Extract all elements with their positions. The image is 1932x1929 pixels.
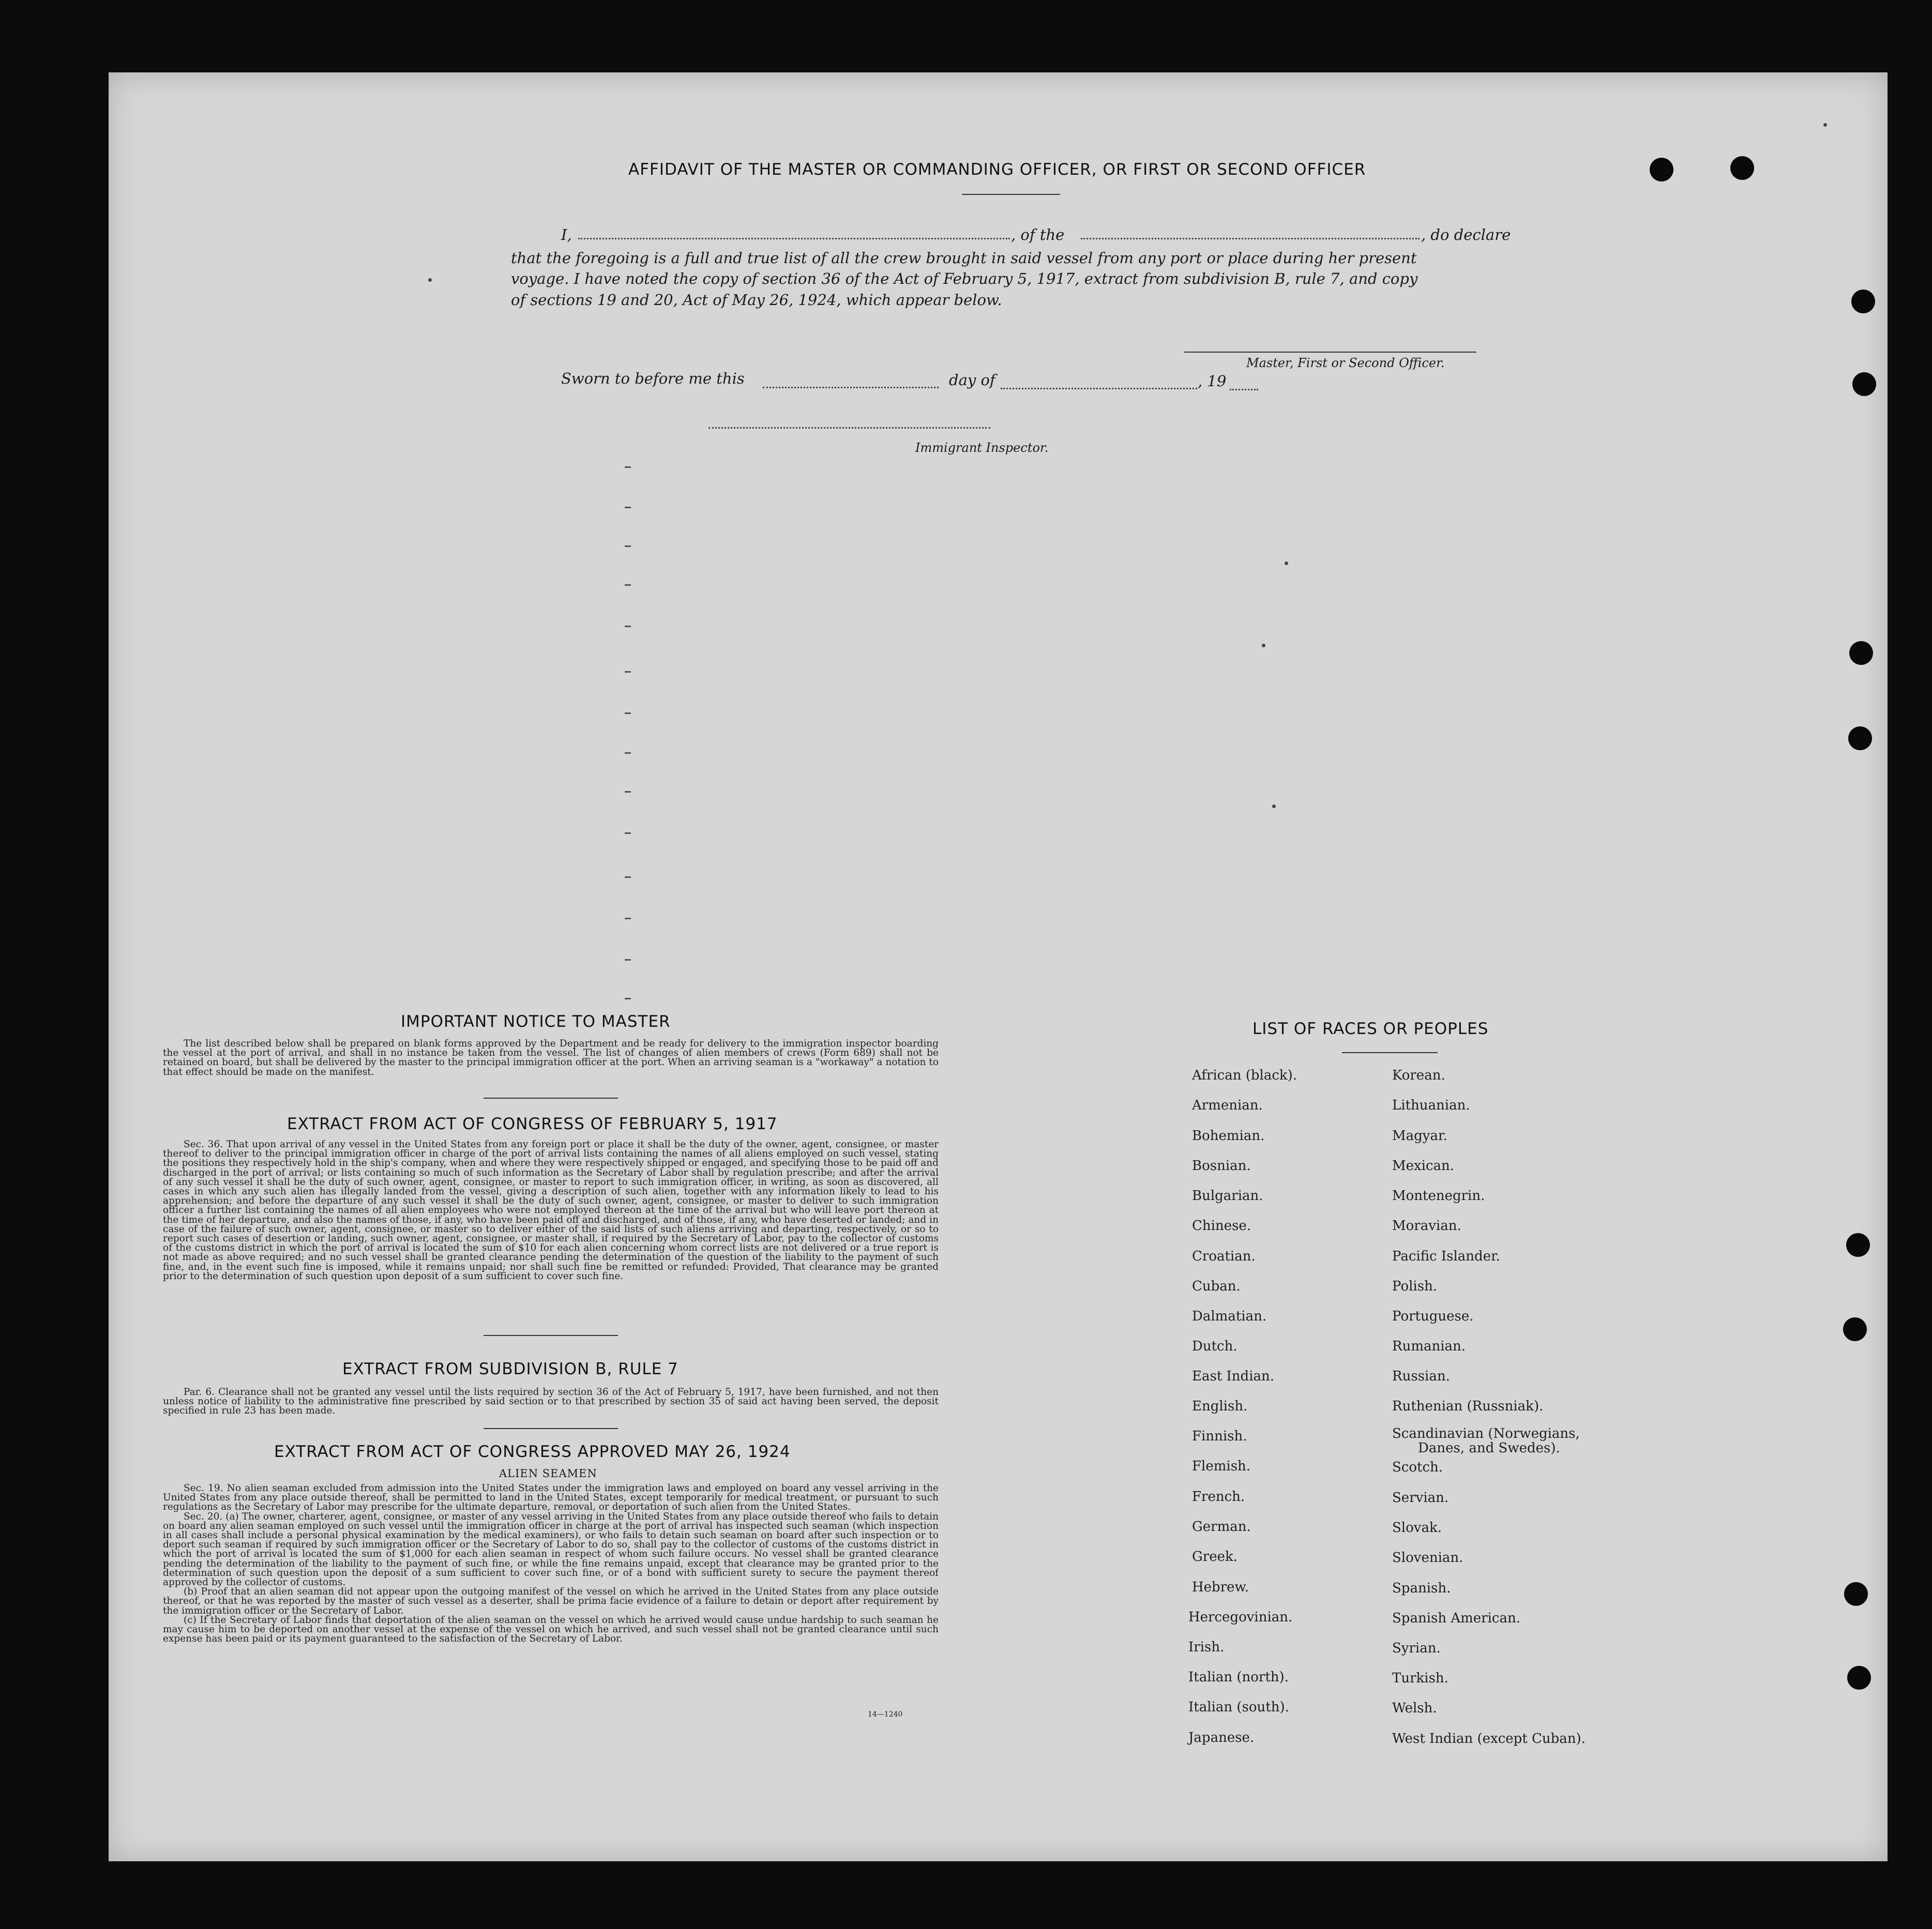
race-left-item: East Indian. [1192, 1369, 1275, 1384]
affidavit-i: I, [561, 226, 572, 244]
section-rule [484, 1428, 618, 1429]
sworn-year: , 19 [1198, 372, 1227, 390]
row-mark [625, 998, 631, 999]
race-left-item: English. [1192, 1399, 1248, 1414]
vessel-blank[interactable] [1081, 238, 1420, 239]
race-right-item: Mexican. [1392, 1158, 1455, 1174]
race-left-item: Dalmatian. [1192, 1309, 1267, 1324]
race-right-item: Syrian. [1392, 1641, 1441, 1656]
race-left-item: Japanese. [1188, 1730, 1255, 1745]
race-right-item: West Indian (except Cuban). [1392, 1731, 1586, 1746]
extract-rule7-body [163, 1388, 939, 1417]
race-right-item: Scandinavian (Norwegians, [1392, 1426, 1580, 1441]
race-left-item: Armenian. [1192, 1098, 1263, 1113]
punch-hole [1849, 641, 1873, 665]
inspector-signature-line[interactable] [708, 427, 990, 429]
row-mark [625, 466, 631, 468]
race-right-item: Servian. [1392, 1490, 1449, 1506]
punch-hole [1852, 372, 1876, 396]
notice-title: IMPORTANT NOTICE TO MASTER [401, 1012, 671, 1031]
notice-body [163, 1039, 939, 1085]
sworn-year-blank[interactable] [1230, 389, 1258, 390]
race-left-item: Bosnian. [1192, 1158, 1251, 1174]
race-right-item: Ruthenian (Russniak). [1392, 1399, 1544, 1414]
sworn-prefix: Sworn to before me this [561, 370, 745, 387]
punch-hole [1848, 726, 1872, 750]
race-right-item: Magyar. [1392, 1128, 1447, 1144]
extract-1917-title: EXTRACT FROM ACT OF CONGRESS OF FEBRUARY 5, 1917 [287, 1115, 778, 1133]
race-left-item: Dutch. [1192, 1339, 1237, 1354]
extract-1917-body [163, 1140, 939, 1321]
race-right-item: Scotch. [1392, 1460, 1443, 1475]
race-right-item: Montenegrin. [1392, 1188, 1485, 1204]
extract-rule7-title: EXTRACT FROM SUBDIVISION B, RULE 7 [342, 1360, 678, 1378]
affidavit-line2: that the foregoing is a full and true list of all the crew brought in said vessel from any port or place during her present [511, 249, 1417, 267]
races-title-rule [1342, 1052, 1438, 1053]
affidavit-line3: voyage. I have noted the copy of section 36 of the Act of February 5, 1917, extract from subdivision B, rule 7, and copy [511, 270, 1418, 287]
row-mark [625, 671, 631, 673]
sec20c-text: (c) If the Secretary of Labor finds that deportation of the alien seaman on the vessel on which he arrived would cause undue hardship to such seaman he may cause him to be deported on another vessel at the expense of the vessel on which he arrived, and such vessel shall not be granted clearance until such expense has been paid or its payment guaranteed to the satisfaction of the Secretary of Labor. [163, 1614, 939, 1645]
race-right-item: Pacific Islander. [1392, 1249, 1500, 1264]
race-right-item: Turkish. [1392, 1670, 1448, 1686]
sec36-text: Sec. 36. That upon arrival of any vessel in the United States from any foreign port or place it shall be the duty of the owner, agent, consignee, or master thereof to deliver to the principal immigration officer in charge of the port of arrival lists containing the names of all aliens employed on such vessel, stating the positions they respectively hold in the ship's company, when and where they were respectively shipped or engaged, and specifying those to be paid off and discharged in the port of arrival; or lists containing so much of such information as the Secretary of Labor shall by regulation prescribe; and after the arrival of any such vessel it shall be the duty of such owner, agent, consignee, or master to report to such immigration officer, in writing, as soon as discovered, all cases in which any such alien has illegally landed from the vessel, giving a description of such alien, together with any information likely to lead to his apprehension; and before the departure of any such vessel it shall be the duty of such owner, agent, consignee, or master to deliver to such immigration officer a further list containing the names of all alien employees who were not employed thereon at the time of the arrival but who will leave port thereon at the time of her departure, and also the names of those, if any, who have been paid off and discharged, and of those, if any, who have deserted or landed; and in case of the failure of such owner, agent, consignee, or master so to deliver either of the said lists of such aliens arriving and departing, respectively, or so to report such cases of desertion or landing, such owner, agent, consignee, or master shall, if required by the Secretary of Labor, pay to the collector of customs of the customs district in which the port of arrival is located the sum of $10 for each alien concerning whom correct lists are not delivered or a true report is not made as above required; and no such vessel shall be granted clearance pending the determination of the question of the liability to the payment of such fine, and, in the event such fine is imposed, while it remains unpaid; nor shall such fine be remitted or refunded: Provided, That clearance may be granted prior to the determination of such question upon deposit of a sum sufficient to cover such fine. [163, 1140, 939, 1282]
sec19-text: Sec. 19. No alien seaman excluded from admission into the United States under the immigration laws and employed on board any vessel arriving in the United States from any place outside thereof, shall be permitted to land in the United States, except temporarily for medical treatment, or pursuant to such regulations as the Secretary of Labor may prescribe for the ultimate departure, removal, or deportation of such alien from the United States. [163, 1484, 939, 1513]
punch-hole [1843, 1317, 1867, 1341]
punch-hole [1851, 290, 1875, 313]
inspector-caption: Immigrant Inspector. [915, 441, 1049, 455]
row-mark [625, 876, 631, 878]
section-rule [484, 1098, 618, 1099]
form-number: 14—1240 [868, 1710, 903, 1719]
race-right-item: Rumanian. [1392, 1339, 1466, 1354]
affidavit-line1 [561, 226, 572, 244]
race-left-item: Hercegovinian. [1188, 1609, 1293, 1625]
row-mark [625, 832, 631, 834]
race-left-item: Croatian. [1192, 1249, 1256, 1264]
race-right-item: Polish. [1392, 1279, 1438, 1294]
row-mark [625, 791, 631, 793]
race-left-item: German. [1192, 1519, 1251, 1535]
race-left-item: African (black). [1192, 1068, 1297, 1083]
speck [428, 278, 432, 282]
race-right-item: Lithuanian. [1392, 1098, 1470, 1113]
row-mark [625, 507, 631, 508]
alien-seamen-subtitle: ALIEN SEAMEN [499, 1467, 597, 1480]
race-left-item: Bohemian. [1192, 1128, 1265, 1144]
punch-hole [1844, 1582, 1868, 1606]
affidavit-declare: , do declare [1421, 226, 1511, 244]
sworn-day-blank[interactable] [763, 387, 939, 388]
race-left-item: Greek. [1192, 1549, 1237, 1565]
race-right-item: Danes, and Swedes). [1418, 1440, 1560, 1456]
row-mark [625, 918, 631, 919]
row-mark [625, 626, 631, 627]
speck [1272, 804, 1276, 808]
speck [1823, 123, 1827, 127]
sec20b-text: (b) Proof that an alien seaman did not appear upon the outgoing manifest of the vessel on which he arrived in the United States from any place outside thereof, or that he was reported by the master of such vessel as a deserter, shall be prima facie evidence of a failure to detain or deport after requirement by the immigration officer or the Secretary of Labor. [163, 1586, 939, 1616]
race-right-item: Spanish. [1392, 1581, 1451, 1596]
race-right-item: Korean. [1392, 1068, 1445, 1083]
signature-line[interactable] [1184, 352, 1476, 353]
race-left-item: Italian (north). [1188, 1669, 1289, 1685]
speck [1262, 644, 1265, 647]
notice-text: The list described below shall be prepared on blank forms approved by the Department and be ready for delivery to the immigration inspector boarding the vessel at the port of arrival, and shall in no instance be taken from the vessel. The list of changes of alien members of crews (Form 689) shall not be retained on board, but shall be delivered by the master to the principal immigration officer at the port. When an arriving seaman is a "workaway" a notation to that effect should be made on the manifest. [163, 1039, 939, 1077]
extract-1924-title: EXTRACT FROM ACT OF CONGRESS APPROVED MAY 26, 1924 [274, 1442, 791, 1461]
race-left-item: Hebrew. [1192, 1579, 1249, 1595]
race-left-item: Irish. [1188, 1639, 1225, 1655]
row-mark [625, 545, 631, 547]
sec20a-text: Sec. 20. (a) The owner, charterer, agent, consignee, or master of any vessel arriving in the United States from any place outside thereof who fails to detain on board any alien seaman employed on such vessel until the immigration officer in charge at the port of arrival has inspected such seaman (which inspection in all cases shall include a personal physical examination by the medical examiners), or who fails to detain such seaman on board after such inspection or to deport such seaman if required by such immigration officer or the Secretary of Labor to do so, shall pay to the collector of customs of the customs district in which the port of arrival is located the sum of $1,000 for each alien seaman in respect of whom such failure occurs. No vessel shall be granted clearance pending the determination of the liability to the payment of such fine, or while the fine remains unpaid, except that clearance may be granted prior to the determination of such question upon the deposit of a sum sufficient to cover such fine, or of a bond with sufficient surety to secure the payment thereof approved by the collector of customs. [163, 1511, 939, 1588]
races-title: LIST OF RACES OR PEOPLES [1252, 1020, 1489, 1038]
extract-1924-body [163, 1484, 939, 1701]
race-left-item: Chinese. [1192, 1218, 1251, 1234]
section-rule [484, 1335, 618, 1336]
speck [1285, 561, 1288, 565]
affidavit-of-the: , of the [1011, 226, 1065, 244]
race-left-item: Italian (south). [1188, 1699, 1289, 1715]
row-mark [625, 712, 631, 714]
race-right-item: Slovenian. [1392, 1550, 1463, 1566]
punch-hole [1846, 1233, 1870, 1257]
race-right-item: Moravian. [1392, 1218, 1461, 1234]
sworn-month-blank[interactable] [1001, 388, 1197, 389]
punch-hole [1730, 156, 1754, 180]
sworn-day-of: day of [949, 371, 995, 389]
race-right-item: Spanish American. [1392, 1611, 1521, 1626]
title-rule [962, 194, 1060, 195]
affidavit-title: AFFIDAVIT OF THE MASTER OR COMMANDING OFFICER, OR FIRST OR SECOND OFFICER [628, 160, 1366, 179]
race-left-item: Bulgarian. [1192, 1188, 1263, 1204]
punch-hole [1847, 1666, 1871, 1690]
name-blank[interactable] [578, 238, 1010, 239]
race-right-item: Slovak. [1392, 1520, 1442, 1536]
row-mark [625, 959, 631, 961]
race-left-item: Finnish. [1192, 1429, 1247, 1444]
signature-caption: Master, First or Second Officer. [1246, 356, 1445, 370]
par6-text: Par. 6. Clearance shall not be granted any vessel until the lists required by section 36 of the Act of February 5, 1917, have been furnished, and not then unless notice of liability to the administrative fine prescribed by said section or to that prescribed by section 35 of said act having been served, the deposit specified in rule 23 has been made. [163, 1388, 939, 1417]
race-left-item: Cuban. [1192, 1279, 1241, 1294]
punch-hole [1650, 158, 1673, 181]
race-left-item: French. [1192, 1489, 1245, 1505]
race-right-item: Russian. [1392, 1369, 1450, 1384]
row-mark [625, 584, 631, 586]
race-right-item: Portuguese. [1392, 1309, 1474, 1324]
race-right-item: Welsh. [1392, 1700, 1437, 1716]
race-left-item: Flemish. [1192, 1459, 1251, 1474]
row-mark [625, 752, 631, 754]
affidavit-line4: of sections 19 and 20, Act of May 26, 1924, which appear below. [511, 291, 1002, 309]
